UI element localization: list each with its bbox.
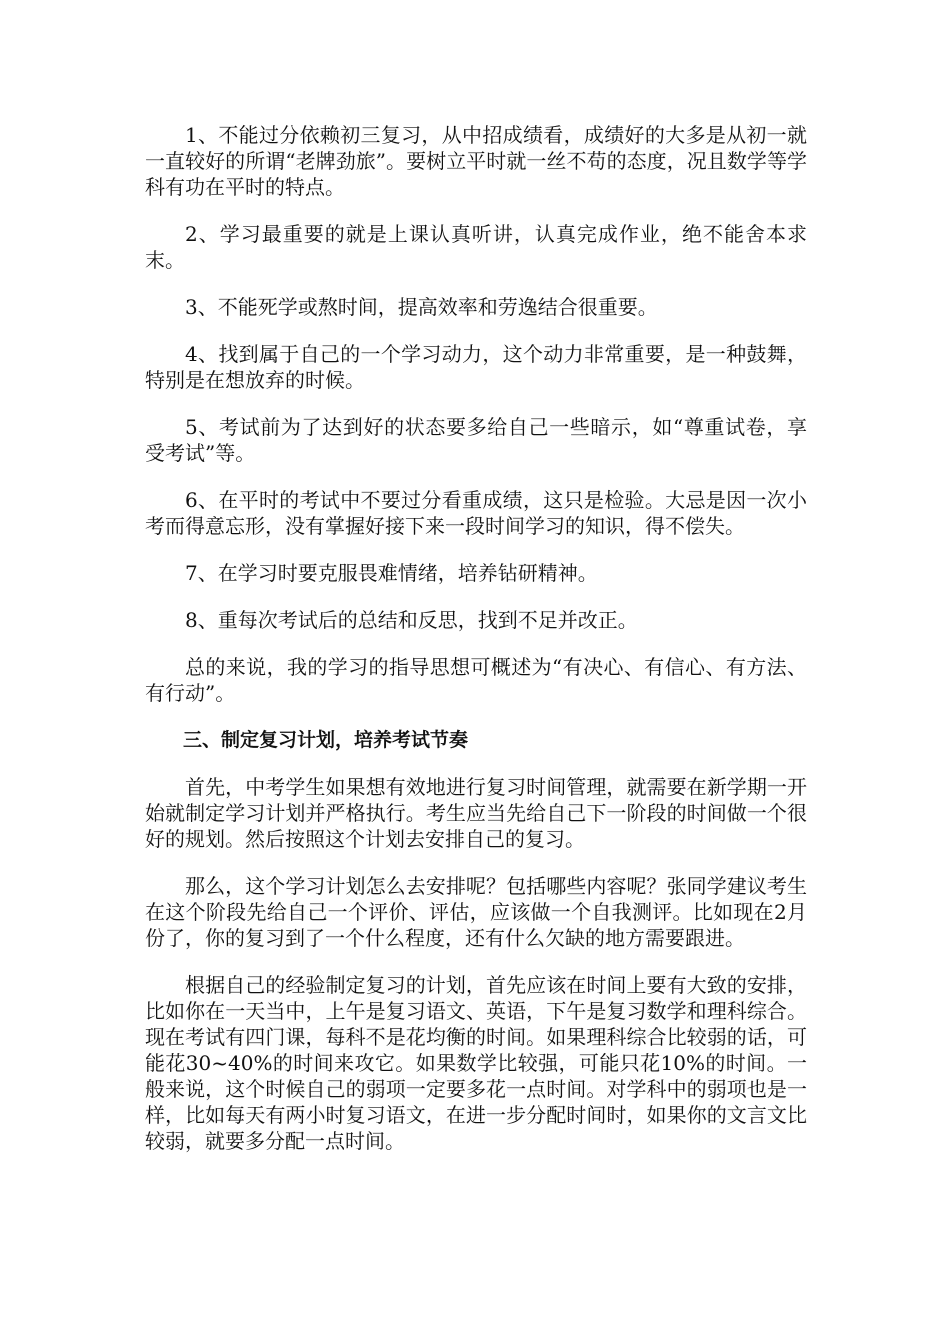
section-heading: 三、制定复习计划，培养考试节奏	[183, 729, 469, 751]
paragraph-item-1: 1、不能过分依赖初三复习，从中招成绩看，成绩好的大多是从初一就一直较好的所谓“老牌劲旅”。要树立平时就一丝不苟的态度，况且数学等学科有功在平时的特点。	[145, 123, 807, 199]
paragraph-item-8: 8、重每次考试后的总结和反思，找到不足并改正。	[185, 608, 638, 632]
section-paragraph-3: 根据自己的经验制定复习的计划，首先应该在时间上要有大致的安排，比如你在一天当中，上午是复习语文、英语，下午是复习数学和理科综合。现在考试有四门课，每科不是花均衡的时间。如果理科综合比较弱的话，可能花30~40%的时间来攻它。如果数学比较强，可能只花10%的时间。一般来说，这个时候自己的弱项一定要多花一点时间。对学科中的弱项也是一样，比如每天有两小时复习语文，在进一步分配时间时，如果你的文言文比较弱，就要多分配一点时间。	[145, 973, 807, 1153]
paragraph-item-2: 2、学习最重要的就是上课认真听讲，认真完成作业，绝不能舍本求末。	[145, 222, 807, 272]
paragraph-item-4: 4、找到属于自己的一个学习动力，这个动力非常重要，是一种鼓舞，特别是在想放弃的时候。	[145, 342, 807, 392]
document-body	[145, 122, 807, 1175]
paragraph-item-3: 3、不能死学或熬时间，提高效率和劳逸结合很重要。	[185, 295, 658, 319]
section-paragraph-2: 那么，这个学习计划怎么去安排呢？包括哪些内容呢？张同学建议考生在这个阶段先给自己一个评价、评估，应该做一个自我测评。比如现在2月份了，你的复习到了一个什么程度，还有什么欠缺的地方需要跟进。	[145, 874, 807, 950]
section-paragraph-1: 首先，中考学生如果想有效地进行复习时间管理，就需要在新学期一开始就制定学习计划并严格执行。考生应当先给自己下一阶段的时间做一个很好的规划。然后按照这个计划去安排自己的复习。	[145, 775, 807, 851]
paragraph-summary: 总的来说，我的学习的指导思想可概述为“有决心、有信心、有方法、有行动”。	[145, 655, 807, 705]
paragraph-item-6: 6、在平时的考试中不要过分看重成绩，这只是检验。大忌是因一次小考而得意忘形，没有掌握好接下来一段时间学习的知识，得不偿失。	[145, 488, 807, 538]
paragraph-item-7: 7、在学习时要克服畏难情绪，培养钻研精神。	[185, 561, 598, 585]
paragraph-item-5: 5、考试前为了达到好的状态要多给自己一些暗示，如“尊重试卷，享受考试”等。	[145, 415, 807, 465]
